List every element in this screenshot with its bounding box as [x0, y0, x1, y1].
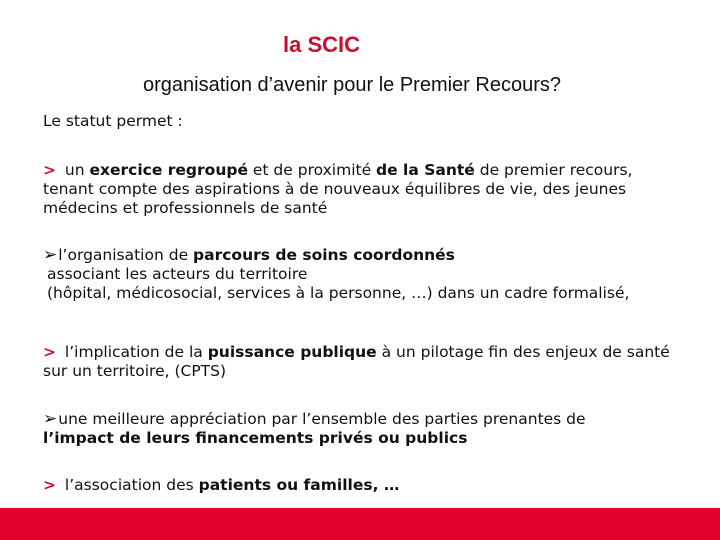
bold-segment: puissance publique: [207, 343, 377, 361]
text-segment: et de proximité: [247, 161, 377, 179]
text-segment: l’implication de la: [60, 343, 208, 361]
arrow-bullet-icon: ➢: [43, 409, 58, 429]
bullet-line: [43, 410, 693, 429]
bullet-line: médecins et professionnels de santé: [43, 199, 328, 217]
bold-segment: exercice regroupé: [89, 161, 248, 179]
slide-subtitle: organisation d’avenir pour le Premier Recours?: [143, 74, 561, 96]
bold-segment: parcours de soins coordonnés: [193, 246, 455, 264]
intro-text: Le statut permet :: [43, 112, 183, 130]
slide-title: la SCIC: [283, 32, 361, 57]
bullet-line: [43, 476, 693, 495]
bullet-patients-familles: [43, 476, 693, 495]
text-segment: l’organisation de: [58, 246, 194, 264]
arrow-bullet-icon: ➢: [43, 245, 58, 265]
text-segment: à un pilotage fin des enjeux de santé: [376, 343, 670, 361]
chevron-right-icon: >: [43, 161, 56, 179]
text-segment: une meilleure appréciation par l’ensemble des parties prenantes de: [58, 410, 586, 428]
bullet-line: sur un territoire, (CPTS): [43, 362, 227, 380]
chevron-right-icon: >: [43, 343, 56, 361]
bullet-line: [43, 343, 693, 362]
text-segment: un: [60, 161, 90, 179]
bullet-parcours-de-soins: [43, 246, 693, 303]
bold-segment: l’impact de leurs financements privés ou publics: [43, 429, 468, 447]
text-segment: de premier recours,: [474, 161, 633, 179]
text-segment: l’association des: [60, 476, 199, 494]
bullet-line: (hôpital, médicosocial, services à la personne, …) dans un cadre formalisé,: [47, 284, 630, 302]
bullet-line: associant les acteurs du territoire: [47, 265, 308, 283]
bullet-appreciation: [43, 410, 693, 448]
bullet-line: [43, 429, 693, 448]
bold-segment: de la Santé: [376, 161, 475, 179]
bullet-line: [43, 246, 693, 265]
chevron-right-icon: >: [43, 476, 56, 494]
bullet-puissance-publique: [43, 343, 693, 381]
bullet-line: [43, 161, 693, 180]
bold-segment: patients ou familles, …: [198, 476, 400, 494]
bullet-line: tenant compte des aspirations à de nouveaux équilibres de vie, des jeunes: [43, 180, 627, 198]
footer-bar: [0, 508, 720, 540]
bullet-exercice-regroupe: [43, 161, 693, 218]
